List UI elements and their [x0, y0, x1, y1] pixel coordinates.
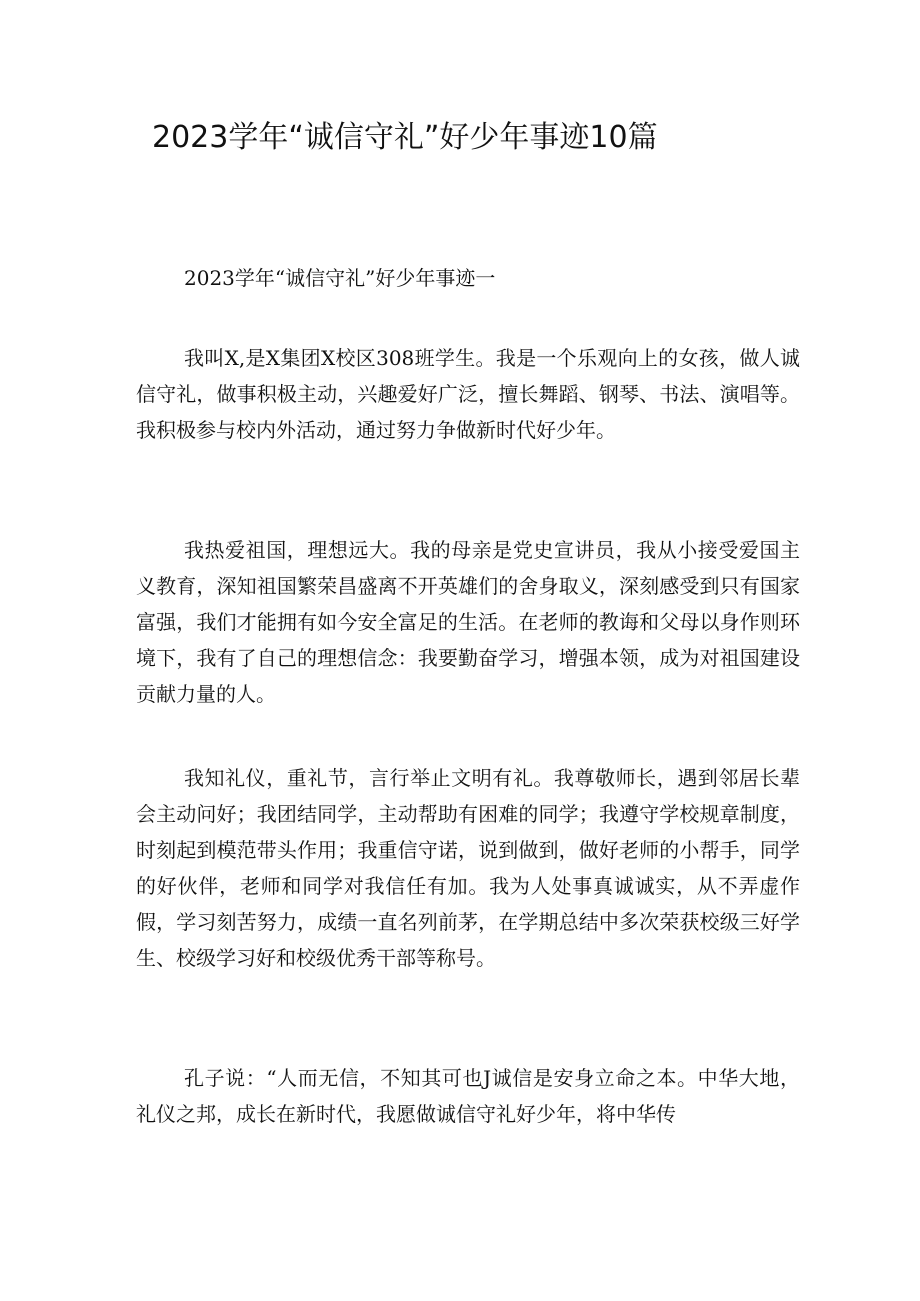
paragraph-2: 我热爱祖国，理想远大。我的母亲是党史宣讲员，我从小接受爱国主义教育，深知祖国繁荣昌盛离不开英雄们的舍身取义，深刻感受到只有国家富强，我们才能拥有如今安全富足的生活。在老师的教诲和父母以身作则环境下，我有了自己的理想信念：我要勤奋学习，增强本领，成为对祖国建设贡献力量的人。: [136, 538, 800, 706]
paragraph-1: 我叫X,是X集团X校区308班学生。我是一个乐观向上的女孩，做人诚信守礼，做事积极主动，兴趣爱好广泛，擅长舞蹈、钢琴、书法、演唱等。我积极参与校内外活动，通过努力争做新时代好少年。: [136, 346, 800, 442]
document-title: 2023学年“诚信守礼”好少年事迹10篇: [152, 120, 658, 155]
paragraph-3: 我知礼仪，重礼节，言行举止文明有礼。我尊敬师长，遇到邻居长辈会主动问好；我团结同学，主动帮助有困难的同学；我遵守学校规章制度，时刻起到模范带头作用；我重信守诺，说到做到，做好老师的小帮手，同学的好伙伴，老师和同学对我信任有加。我为人处事真诚诚实，从不弄虚作假，学习刻苦努力，成绩一直名列前茅，在学期总结中多次荣获校级三好学生、校级学习好和校级优秀干部等称号。: [136, 766, 800, 970]
section-heading: 2023学年“诚信守礼”好少年事迹一: [184, 266, 496, 290]
paragraph-4: 孔子说：“人而无信，不知其可也J诚信是安身立命之本。中华大地，礼仪之邦，成长在新时代，我愿做诚信守礼好少年，将中华传: [136, 1066, 800, 1126]
